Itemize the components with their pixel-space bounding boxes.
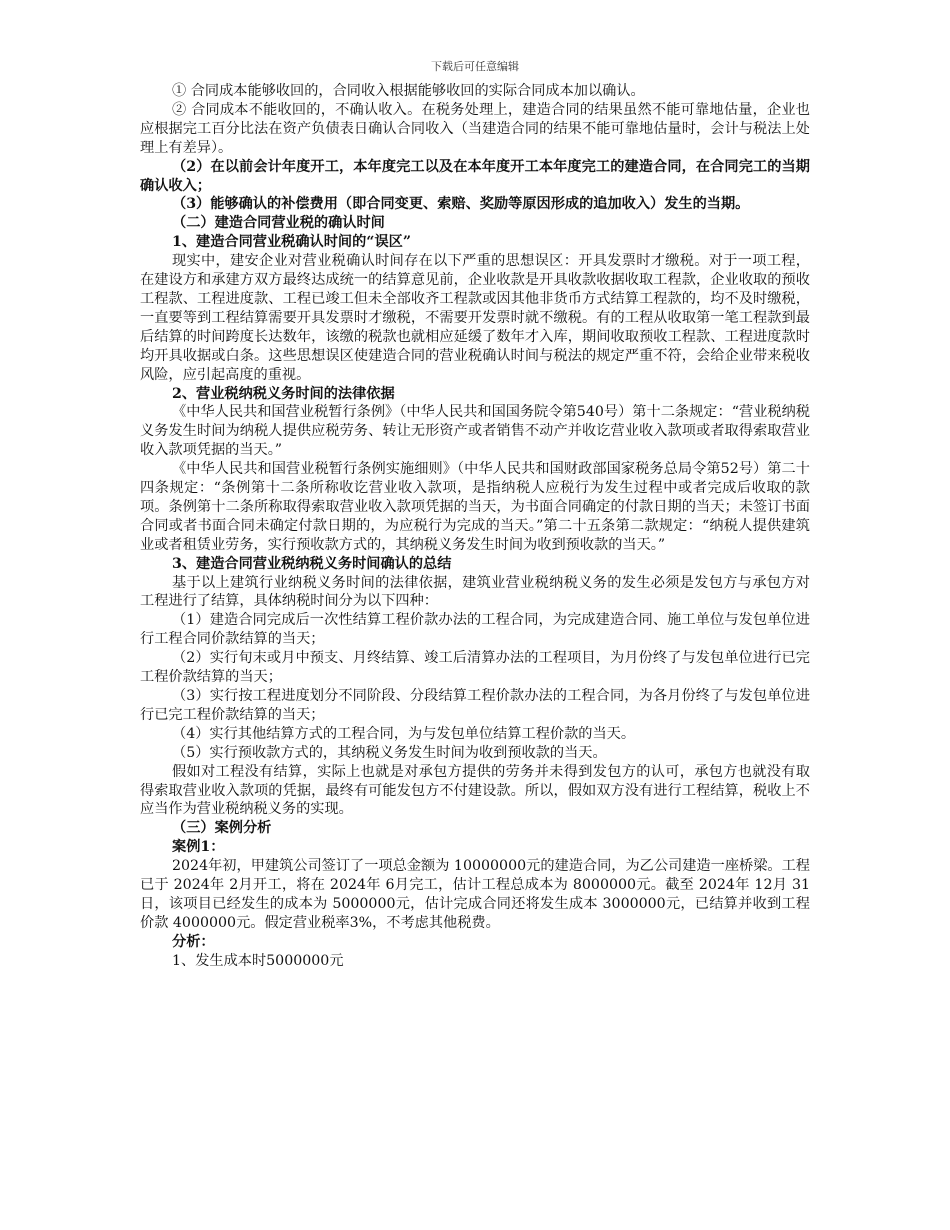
paragraph-no-settlement: 假如对工程没有结算，实际上也就是对承包方提供的劳务并未得到发包方的认可，承包方也就没有取得索取营业收入款项的凭据，最终有可能发包方不付建设款。所以，假如双方没有进行工程结算，税收上不应当作为营业税纳税义务的实现。	[140, 763, 810, 818]
document-body	[140, 82, 810, 971]
paragraph-case-1-description: 2024年初，甲建筑公司签订了一项总金额为 10000000元的建造合同，为乙公司建造一座桥梁。工程已于 2024年 2月开工，将在 2024年 6月完工，估计工程总成本为 8000000元。截至 2024年 12月 31日，该项目已经发生的成本为 5000000元，估计完成合同还将发生成本 3000000元，已结算并收到工程价款 4000000元。假定营业税率3%，不考虑其他税费。	[140, 858, 810, 931]
paragraph-unrecoverable-cost: ② 合同成本不能收回的，不确认收入。在税务处理上，建造合同的结果虽然不能可靠地估量，企业也应根据完工百分比法在资产负债表日确认合同收入（当建造合同的结果不能可靠地估量时，会计与税法上处理上有差异）。	[140, 101, 810, 156]
paragraph-implementation-rules: 《中华人民共和国营业税暂行条例实施细则》（中华人民共和国财政部国家税务总局令第52号）第二十四条规定：“条例第十二条所称收讫营业收入款项，是指纳税人应税行为发生过程中或者完成后收取的款项。条例第十二条所称取得索取营业收入款项凭据的当天，为书面合同确定的付款日期的当天；未签订书面合同或者书面合同未确定付款日期的，为应税行为完成的当天。”第二十五条第二款规定：“纳税人提供建筑业或者租赁业劳务，实行预收款方式的，其纳税义务发生时间为收到预收款的当天。”	[140, 461, 810, 553]
paragraph-regulation-article-12: 《中华人民共和国营业税暂行条例》（中华人民共和国国务院令第540号）第十二条规定：“营业税纳税义务发生时间为纳税人提供应税劳务、转让无形资产或者销售不动产并收讫营业收入款项或者取得索取营业收入款项凭据的当天。”	[140, 404, 810, 459]
subheading-analysis: 分析：	[172, 933, 215, 950]
list-item-1: （1）建造合同完成后一次性结算工程价款办法的工程合同，为完成建造合同、施工单位与发包单位进行工程合同价款结算的当天；	[140, 612, 810, 648]
subheading-summary: 3、建造合同营业税纳税义务时间确认的总结	[172, 555, 452, 572]
paragraph-completed-contract: （2）在以前会计年度开工，本年度完工以及在本年度开工本年度完工的建造合同，在合同完工的当期确认收入；	[140, 158, 810, 194]
paragraph-analysis-step-1: 1、发生成本时5000000元	[172, 952, 344, 969]
list-item-5: （5）实行预收款方式的，其纳税义务发生时间为收到预收款的当天。	[172, 744, 607, 761]
list-item-2: （2）实行旬末或月中预支、月终结算、竣工后清算办法的工程项目，为月份终了与发包单位进行已完工程价款结算的当天；	[140, 650, 810, 686]
section-heading-case-analysis: （三）案例分析	[172, 820, 272, 837]
paragraph-compensation-cost: （3）能够确认的补偿费用（即合同变更、索赔、奖励等原因形成的追加收入）发生的当期。	[172, 196, 750, 213]
section-heading-business-tax-timing: （二）建造合同营业税的确认时间	[172, 215, 385, 232]
list-item-3: （3）实行按工程进度划分不同阶段、分段结算工程价款办法的工程合同，为各月份终了与发包单位进行已完工程价款结算的当天；	[140, 688, 810, 723]
subheading-legal-basis: 2、营业税纳税义务时间的法律依据	[172, 385, 395, 402]
paragraph-summary-intro: 基于以上建筑行业纳税义务时间的法律依据，建筑业营业税纳税义务的发生必须是发包方与承包方对工程进行了结算，具体纳税时间分为以下四种：	[140, 574, 810, 610]
paragraph-recoverable-cost: ① 合同成本能够收回的，合同收入根据能够收回的实际合同成本加以确认。	[172, 83, 645, 99]
subheading-misconception: 1、建造合同营业税确认时间的“误区”	[172, 234, 412, 251]
page-header: 下载后可任意编辑	[431, 60, 519, 73]
subheading-case-1: 案例1：	[172, 839, 225, 856]
paragraph-misconception: 现实中，建安企业对营业税确认时间存在以下严重的思想误区：开具发票时才缴税。对于一项工程，在建设方和承建方双方最终达成统一的结算意见前，企业收款是开具收款收据收取工程款，企业收取的预收工程款、工程进度款、工程已竣工但未全部收齐工程款或因其他非货币方式结算工程款的，均不及时缴税，一直要等到工程结算需要开具发票时才缴税，不需要开发票时就不缴税。有的工程从收取第一笔工程款到最后结算的时间跨度长达数年，该缴的税款也就相应延缓了数年才入库，期间收取预收工程款、工程进度款时均开具收据或白条。这些思想误区使建造合同的营业税确认时间与税法的规定严重不符，会给企业带来税收风险，应引起高度的重视。	[140, 253, 810, 383]
list-item-4: （4）实行其他结算方式的工程合同，为与发包单位结算工程价款的当天。	[172, 725, 636, 742]
